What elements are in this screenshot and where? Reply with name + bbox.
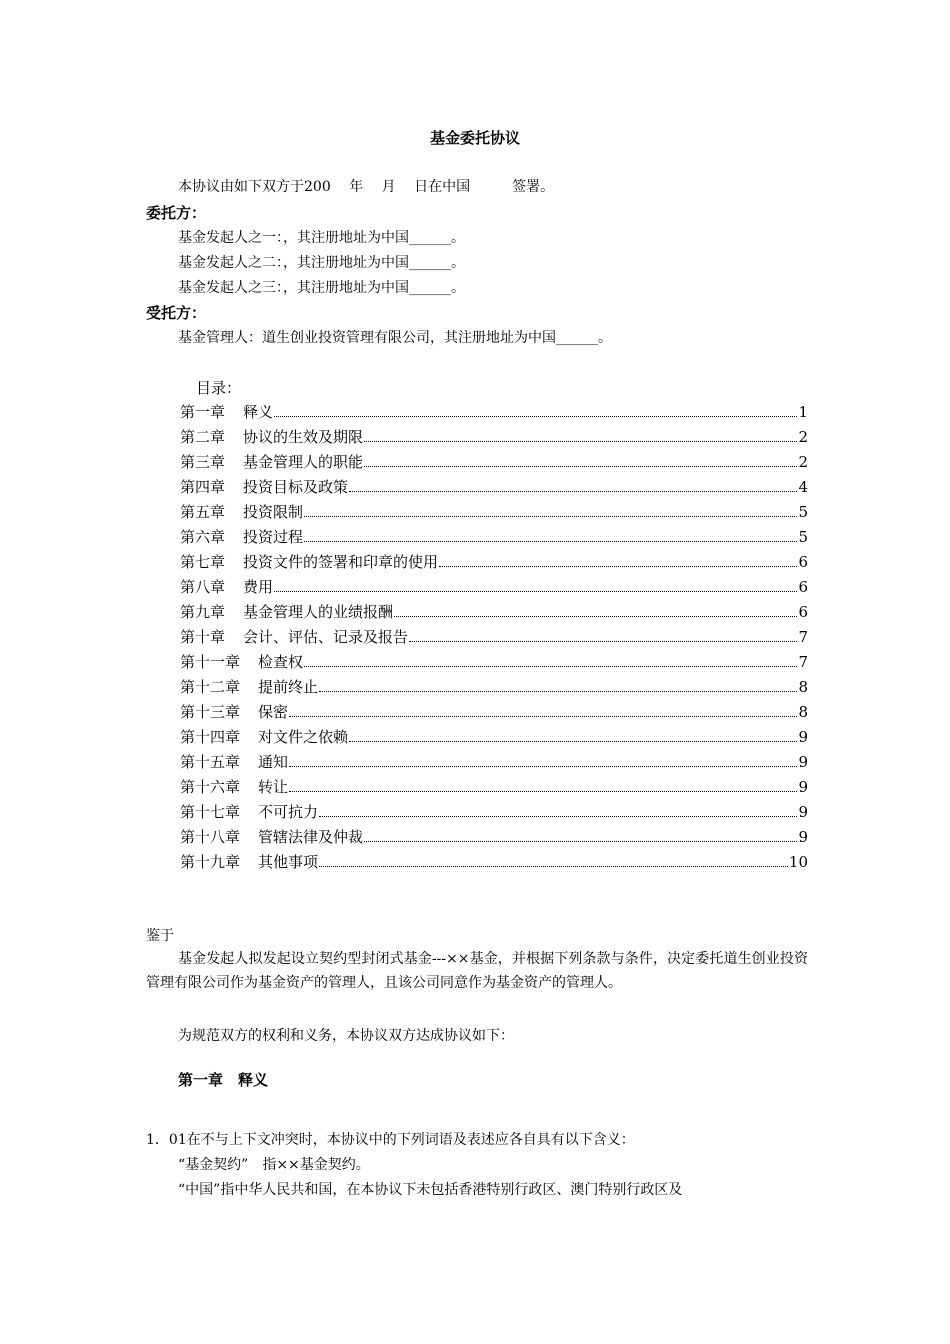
toc-chapter-title: 提前终止 [258,678,319,696]
toc-chapter-title: 投资限制 [243,503,304,521]
sponsor-line-3: 基金发起人之三：，其注册地址为中国______。 [178,280,465,296]
toc-chapter-num: 第十五章 [180,753,241,771]
toc-page-num: 6 [798,603,808,621]
toc-page-num: 6 [798,578,808,596]
toc-chapter-num: 第十八章 [180,828,241,846]
toc-chapter-num: 第七章 [180,553,226,571]
toc-entry [180,702,808,720]
principal-heading: 委托方： [146,204,207,222]
toc-leader-dots [364,840,797,842]
toc-page-num: 9 [798,803,808,821]
toc-leader-dots [274,590,797,592]
toc-chapter-title: 基金管理人的职能 [243,453,364,471]
toc-page-num: 9 [798,828,808,846]
toc-leader-dots [349,490,797,492]
toc-page-num: 9 [798,753,808,771]
toc-chapter-num: 第八章 [180,578,226,596]
toc-entry [180,827,808,845]
toc-leader-dots [289,715,797,717]
toc-chapter-title: 通知 [258,753,289,771]
toc-entry [180,427,808,445]
manager-line: 基金管理人：道生创业投资管理有限公司，其注册地址为中国______。 [178,330,612,346]
sponsor-line-1: 基金发起人之一：，其注册地址为中国______。 [178,230,465,246]
toc-chapter-num: 第十七章 [180,803,241,821]
toc-chapter-num: 第六章 [180,528,226,546]
toc-entry [180,527,808,545]
toc-entry [180,477,808,495]
purpose-line: 为规范双方的权利和义务，本协议双方达成协议如下： [178,1028,514,1044]
toc-leader-dots [304,665,797,667]
toc-entry [180,802,808,820]
toc-chapter-num: 第二章 [180,428,226,446]
toc-entry [180,452,808,470]
toc-leader-dots [289,765,797,767]
toc-leader-dots [364,465,797,467]
toc-entry [180,852,808,870]
toc-leader-dots [319,865,788,867]
toc-entry [180,777,808,795]
toc-chapter-num: 第十四章 [180,728,241,746]
toc-entry [180,752,808,770]
toc-chapter-title: 其他事项 [258,853,319,871]
toc-chapter-num: 第十九章 [180,853,241,871]
toc-page-num: 7 [798,653,808,671]
toc-page-num: 9 [798,778,808,796]
intro-line: 本协议由如下双方于200 年 月 日在中国 签署。 [178,179,555,195]
toc-chapter-num: 第三章 [180,453,226,471]
toc-page-num: 7 [798,628,808,646]
toc-page-num: 8 [798,678,808,696]
toc-page-num: 2 [798,428,808,446]
toc-leader-dots [349,740,797,742]
definition-contract: “基金契约” 指××基金契约。 [178,1157,370,1173]
toc-chapter-title: 检查权 [258,653,304,671]
toc-chapter-title: 管辖法律及仲裁 [258,828,364,846]
toc-chapter-num: 第五章 [180,503,226,521]
toc-page-num: 8 [798,703,808,721]
toc-chapter-title: 协议的生效及期限 [243,428,364,446]
toc-leader-dots [439,565,797,567]
toc-chapter-title: 释义 [243,403,274,421]
toc-chapter-title: 不可抗力 [258,803,319,821]
toc-chapter-title: 转让 [258,778,289,796]
toc-chapter-num: 第一章 [180,403,226,421]
toc-page-num: 4 [798,478,808,496]
toc-chapter-num: 第十三章 [180,703,241,721]
toc-page-num: 5 [798,503,808,521]
whereas-paragraph: 基金发起人拟发起设立契约型封闭式基金---××基金，并根据下列条款与条件，决定委托道生创业投资管理有限公司作为基金资产的管理人，且该公司同意作为基金资产的管理人。 [146,951,808,991]
toc-heading: 目录： [196,379,242,397]
toc-entry [180,502,808,520]
toc-leader-dots [304,515,797,517]
toc-leader-dots [319,690,797,692]
toc-chapter-num: 第四章 [180,478,226,496]
toc-leader-dots [394,615,797,617]
chapter-heading: 第一章 释义 [178,1071,269,1089]
toc-page-num: 9 [798,728,808,746]
toc-chapter-title: 对文件之依赖 [258,728,349,746]
toc-chapter-title: 保密 [258,703,289,721]
toc-entry [180,627,808,645]
toc-leader-dots [319,815,797,817]
toc-page-num: 5 [798,528,808,546]
clause-1-01: 1．01在不与上下文冲突时，本协议中的下列词语及表述应各自具有以下含义： [146,1132,635,1148]
toc-chapter-num: 第九章 [180,603,226,621]
toc-page-num: 1 [798,403,808,421]
toc-entry [180,677,808,695]
toc-entry [180,602,808,620]
toc-chapter-num: 第十章 [180,628,226,646]
toc-leader-dots [274,415,797,417]
toc-chapter-title: 费用 [243,578,274,596]
document-title: 基金委托协议 [429,129,520,147]
definition-china: “中国”指中华人民共和国，在本协议下未包括香港特别行政区、澳门特别行政区及 [178,1182,683,1198]
toc-leader-dots [364,440,797,442]
agent-heading: 受托方： [146,304,207,322]
toc-chapter-num: 第十一章 [180,653,241,671]
toc-page-num: 10 [788,853,808,871]
toc-entry [180,652,808,670]
toc-chapter-num: 第十六章 [180,778,241,796]
toc-entry [180,402,808,420]
toc-chapter-title: 投资文件的签署和印章的使用 [243,553,439,571]
toc-chapter-num: 第十二章 [180,678,241,696]
toc-chapter-title: 基金管理人的业绩报酬 [243,603,394,621]
sponsor-line-2: 基金发起人之二：，其注册地址为中国______。 [178,255,465,271]
toc-page-num: 2 [798,453,808,471]
toc-chapter-title: 投资过程 [243,528,304,546]
toc-entry [180,727,808,745]
toc-page-num: 6 [798,553,808,571]
toc-chapter-title: 投资目标及政策 [243,478,349,496]
toc-entry [180,552,808,570]
toc-leader-dots [289,790,797,792]
toc-leader-dots [409,640,797,642]
toc-chapter-title: 会计、评估、记录及报告 [243,628,409,646]
whereas-label: 鉴于 [146,928,174,944]
toc-entry [180,577,808,595]
toc-leader-dots [304,540,797,542]
